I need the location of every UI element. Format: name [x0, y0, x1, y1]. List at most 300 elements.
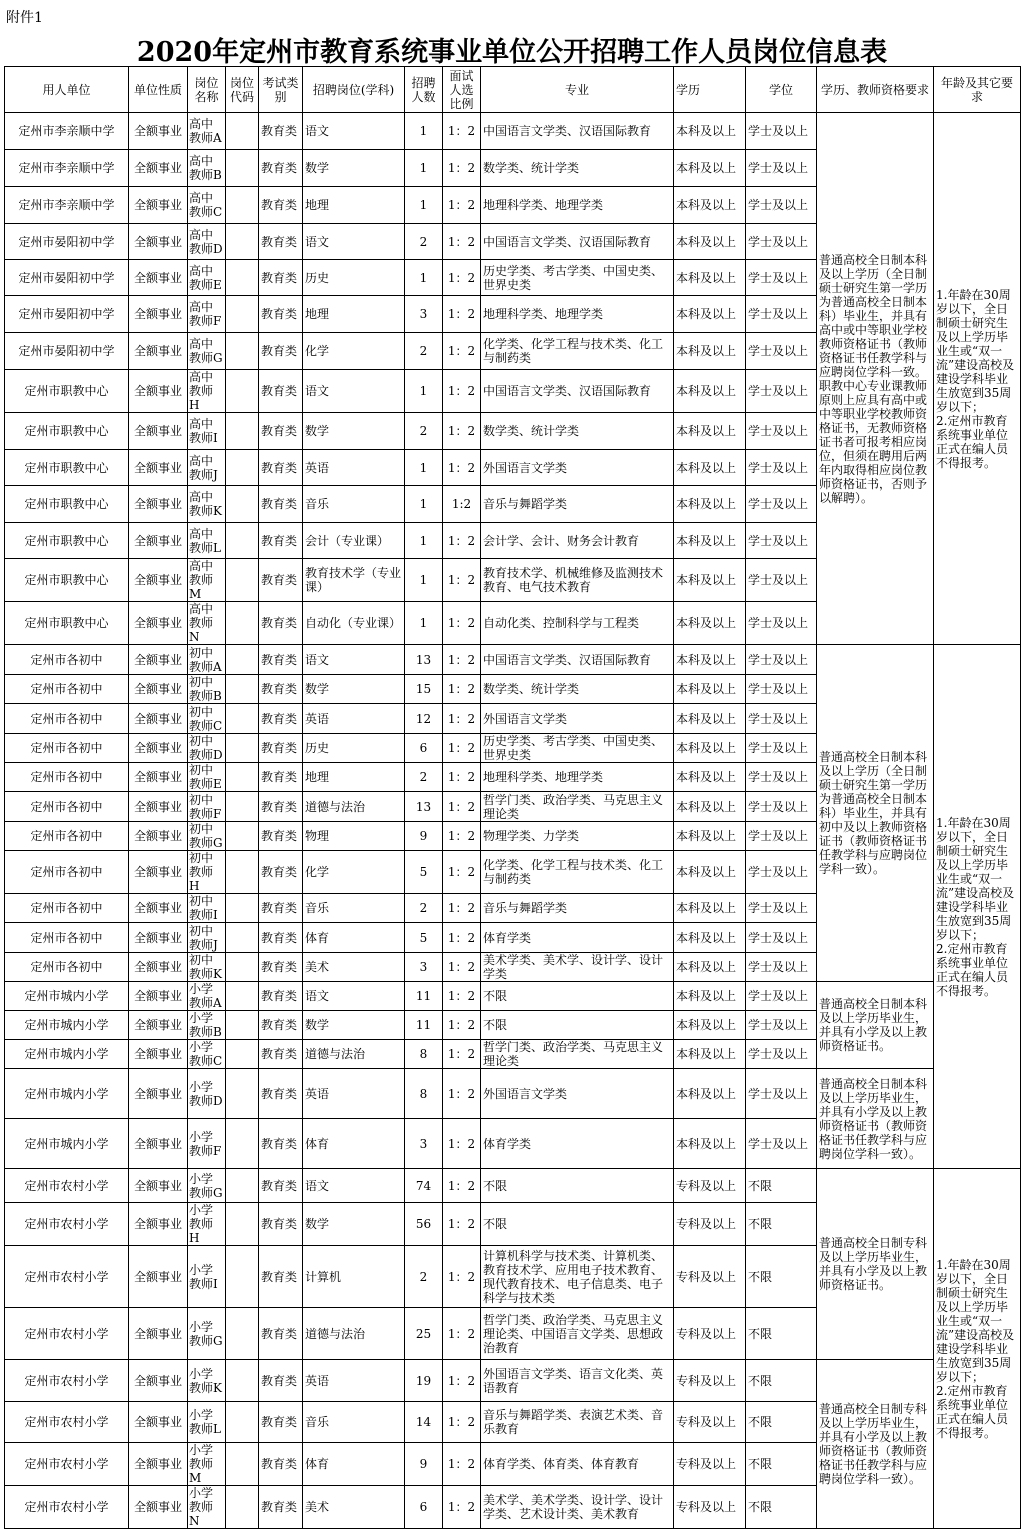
- major-cell: 地理科学类、地理学类: [481, 763, 674, 792]
- table-body: [5, 113, 1021, 1529]
- unit-cell: 定州市各初中: [5, 923, 129, 953]
- headcount-cell: 25: [405, 1308, 443, 1360]
- nature-cell: 全额事业: [129, 260, 188, 296]
- nature-cell: 全额事业: [129, 1360, 188, 1402]
- major-cell: 外国语言文学类: [481, 704, 674, 734]
- unit-cell: 定州市晏阳初中学: [5, 224, 129, 260]
- degree-cell: 不限: [746, 1443, 817, 1486]
- post-name-cell: 小学教师I: [188, 1246, 226, 1308]
- interview-ratio-cell: 1：2: [443, 1203, 481, 1246]
- interview-ratio-cell: 1：2: [443, 645, 481, 675]
- qualification-requirement-cell: 普通高校全日制专科及以上学历毕业生，并具有小学及以上教师资格证书（教师资格证书任教学科与应聘岗位学科一致）。: [817, 1360, 934, 1529]
- exam-category-cell: 教育类: [259, 675, 303, 704]
- post-name-cell: 高中教师C: [188, 187, 226, 224]
- subject-cell: 数学: [303, 1203, 405, 1246]
- subject-cell: 数学: [303, 413, 405, 450]
- major-cell: 音乐与舞蹈学类: [481, 486, 674, 523]
- unit-cell: 定州市晏阳初中学: [5, 260, 129, 296]
- headcount-cell: 15: [405, 675, 443, 704]
- major-cell: 数学类、统计学类: [481, 413, 674, 450]
- major-cell: 教育技术学、机械维修及监测技术教育、电气技术教育: [481, 559, 674, 602]
- nature-cell: 全额事业: [129, 953, 188, 982]
- interview-ratio-cell: 1：2: [443, 1308, 481, 1360]
- headcount-cell: 13: [405, 645, 443, 675]
- education-cell: 本科及以上: [674, 704, 746, 734]
- post-name-cell: 初中教师K: [188, 953, 226, 982]
- major-cell: 历史学类、考古学类、中国史类、世界史类: [481, 260, 674, 296]
- post-name-cell: 高中教师A: [188, 113, 226, 150]
- degree-cell: 不限: [746, 1402, 817, 1443]
- major-cell: 物理学类、力学类: [481, 822, 674, 851]
- unit-cell: 定州市各初中: [5, 734, 129, 763]
- headcount-cell: 1: [405, 150, 443, 187]
- education-cell: 本科及以上: [674, 333, 746, 370]
- header-cell: 学历、教师资格要求: [817, 67, 934, 113]
- nature-cell: 全额事业: [129, 822, 188, 851]
- post-code-cell: [226, 894, 259, 923]
- header-row: [5, 67, 1021, 113]
- subject-cell: 美术: [303, 953, 405, 982]
- table-row: [5, 1069, 1021, 1119]
- subject-cell: 历史: [303, 260, 405, 296]
- nature-cell: 全额事业: [129, 851, 188, 894]
- post-name-cell: 高中教师G: [188, 333, 226, 370]
- education-cell: 本科及以上: [674, 923, 746, 953]
- qualification-requirement-cell: 普通高校全日制本科及以上学历毕业生，并具有小学及以上教师资格证书（教师资格证书任教学科与应聘岗位学科一致）。: [817, 1069, 934, 1169]
- post-code-cell: [226, 150, 259, 187]
- degree-cell: 学士及以上: [746, 450, 817, 486]
- post-code-cell: [226, 1119, 259, 1169]
- interview-ratio-cell: 1：2: [443, 260, 481, 296]
- interview-ratio-cell: 1：2: [443, 1169, 481, 1203]
- table-row: [5, 1360, 1021, 1402]
- headcount-cell: 3: [405, 296, 443, 333]
- major-cell: 体育学类、体育类、体育教育: [481, 1443, 674, 1486]
- post-code-cell: [226, 675, 259, 704]
- interview-ratio-cell: 1：2: [443, 224, 481, 260]
- post-code-cell: [226, 602, 259, 645]
- exam-category-cell: 教育类: [259, 1486, 303, 1529]
- recruitment-table: [4, 66, 1021, 1529]
- subject-cell: 道德与法治: [303, 1308, 405, 1360]
- exam-category-cell: 教育类: [259, 822, 303, 851]
- major-cell: 体育学类: [481, 1119, 674, 1169]
- headcount-cell: 2: [405, 763, 443, 792]
- degree-cell: 不限: [746, 1203, 817, 1246]
- degree-cell: 不限: [746, 1360, 817, 1402]
- post-code-cell: [226, 792, 259, 822]
- interview-ratio-cell: 1：2: [443, 113, 481, 150]
- major-cell: 美术学类、美术学、设计学、设计学类: [481, 953, 674, 982]
- age-requirement-cell: 1.年龄在30周岁以下，全日制硕士研究生及以上学历毕业生或“双一流”建设高校及建设学科毕业生放宽到35周岁以下； 2.定州市教育系统事业单位正式在编人员不得报考。: [934, 1169, 1021, 1529]
- nature-cell: 全额事业: [129, 523, 188, 559]
- subject-cell: 物理: [303, 822, 405, 851]
- unit-cell: 定州市城内小学: [5, 1040, 129, 1069]
- major-cell: 外国语言文学类: [481, 1069, 674, 1119]
- nature-cell: 全额事业: [129, 734, 188, 763]
- degree-cell: 学士及以上: [746, 486, 817, 523]
- education-cell: 专科及以上: [674, 1246, 746, 1308]
- major-cell: 外国语言文学类: [481, 450, 674, 486]
- degree-cell: 学士及以上: [746, 1040, 817, 1069]
- interview-ratio-cell: 1：2: [443, 894, 481, 923]
- exam-category-cell: 教育类: [259, 953, 303, 982]
- major-cell: 不限: [481, 1011, 674, 1040]
- exam-category-cell: 教育类: [259, 224, 303, 260]
- unit-cell: 定州市李亲顺中学: [5, 113, 129, 150]
- degree-cell: 不限: [746, 1486, 817, 1529]
- post-name-cell: 小学教师H: [188, 1203, 226, 1246]
- unit-cell: 定州市职教中心: [5, 450, 129, 486]
- qualification-requirement-cell: 普通高校全日制本科及以上学历（全日制硕士研究生第一学历为普通高校全日制本科）毕业生，并具有高中或中等职业学校教师资格证书（教师资格证书任教学科与应聘岗位学科一致。职教中心专业课教师原则上应具有高中或中等职业学校教师资格证书，无教师资格证书者可报考相应岗位，但须在聘用后两年内取得相应岗位教师资格证书，否则予以解聘）。: [817, 113, 934, 645]
- subject-cell: 道德与法治: [303, 1040, 405, 1069]
- nature-cell: 全额事业: [129, 150, 188, 187]
- major-cell: 地理科学类、地理学类: [481, 187, 674, 224]
- interview-ratio-cell: 1：2: [443, 296, 481, 333]
- degree-cell: 学士及以上: [746, 763, 817, 792]
- interview-ratio-cell: 1：2: [443, 450, 481, 486]
- header-cell: 单位性质: [129, 67, 188, 113]
- headcount-cell: 14: [405, 1402, 443, 1443]
- education-cell: 本科及以上: [674, 450, 746, 486]
- degree-cell: 学士及以上: [746, 822, 817, 851]
- unit-cell: 定州市农村小学: [5, 1443, 129, 1486]
- interview-ratio-cell: 1：2: [443, 413, 481, 450]
- interview-ratio-cell: 1：2: [443, 1069, 481, 1119]
- interview-ratio-cell: 1：2: [443, 953, 481, 982]
- exam-category-cell: 教育类: [259, 1203, 303, 1246]
- header-cell: 面试人选比例: [443, 67, 481, 113]
- interview-ratio-cell: 1：2: [443, 559, 481, 602]
- post-name-cell: 初中教师H: [188, 851, 226, 894]
- post-name-cell: 高中教师B: [188, 150, 226, 187]
- post-name-cell: 高中教师K: [188, 486, 226, 523]
- nature-cell: 全额事业: [129, 370, 188, 413]
- exam-category-cell: 教育类: [259, 763, 303, 792]
- major-cell: 不限: [481, 982, 674, 1011]
- post-code-cell: [226, 1308, 259, 1360]
- post-name-cell: 高中教师N: [188, 602, 226, 645]
- unit-cell: 定州市农村小学: [5, 1169, 129, 1203]
- exam-category-cell: 教育类: [259, 187, 303, 224]
- exam-category-cell: 教育类: [259, 1069, 303, 1119]
- education-cell: 本科及以上: [674, 1069, 746, 1119]
- degree-cell: 学士及以上: [746, 953, 817, 982]
- education-cell: 本科及以上: [674, 260, 746, 296]
- post-name-cell: 初中教师I: [188, 894, 226, 923]
- post-code-cell: [226, 1360, 259, 1402]
- post-name-cell: 小学教师G: [188, 1169, 226, 1203]
- subject-cell: 音乐: [303, 894, 405, 923]
- unit-cell: 定州市职教中心: [5, 486, 129, 523]
- degree-cell: 学士及以上: [746, 113, 817, 150]
- subject-cell: 数学: [303, 1011, 405, 1040]
- unit-cell: 定州市职教中心: [5, 370, 129, 413]
- major-cell: 音乐与舞蹈学类: [481, 894, 674, 923]
- unit-cell: 定州市各初中: [5, 851, 129, 894]
- headcount-cell: 8: [405, 1069, 443, 1119]
- education-cell: 本科及以上: [674, 1040, 746, 1069]
- headcount-cell: 2: [405, 1246, 443, 1308]
- headcount-cell: 1: [405, 450, 443, 486]
- interview-ratio-cell: 1：2: [443, 1040, 481, 1069]
- headcount-cell: 1: [405, 523, 443, 559]
- subject-cell: 英语: [303, 1069, 405, 1119]
- education-cell: 本科及以上: [674, 675, 746, 704]
- unit-cell: 定州市李亲顺中学: [5, 150, 129, 187]
- post-name-cell: 高中教师L: [188, 523, 226, 559]
- major-cell: 中国语言文学类、汉语国际教育: [481, 113, 674, 150]
- degree-cell: 学士及以上: [746, 150, 817, 187]
- exam-category-cell: 教育类: [259, 296, 303, 333]
- degree-cell: 不限: [746, 1308, 817, 1360]
- post-code-cell: [226, 1203, 259, 1246]
- header-cell: 岗位代码: [226, 67, 259, 113]
- education-cell: 本科及以上: [674, 822, 746, 851]
- nature-cell: 全额事业: [129, 1486, 188, 1529]
- interview-ratio-cell: 1：2: [443, 851, 481, 894]
- degree-cell: 学士及以上: [746, 187, 817, 224]
- post-name-cell: 初中教师J: [188, 923, 226, 953]
- qualification-requirement-cell: 普通高校全日制本科及以上学历毕业生，并具有小学及以上教师资格证书。: [817, 982, 934, 1069]
- education-cell: 本科及以上: [674, 763, 746, 792]
- interview-ratio-cell: 1：2: [443, 602, 481, 645]
- exam-category-cell: 教育类: [259, 1119, 303, 1169]
- subject-cell: 地理: [303, 187, 405, 224]
- exam-category-cell: 教育类: [259, 333, 303, 370]
- major-cell: 会计学、会计、财务会计教育: [481, 523, 674, 559]
- nature-cell: 全额事业: [129, 1119, 188, 1169]
- header-cell: 考试类别: [259, 67, 303, 113]
- unit-cell: 定州市农村小学: [5, 1402, 129, 1443]
- header-cell: 学位: [746, 67, 817, 113]
- post-name-cell: 小学教师F: [188, 1119, 226, 1169]
- exam-category-cell: 教育类: [259, 704, 303, 734]
- post-code-cell: [226, 1169, 259, 1203]
- major-cell: 数学类、统计学类: [481, 150, 674, 187]
- post-code-cell: [226, 224, 259, 260]
- degree-cell: 学士及以上: [746, 851, 817, 894]
- interview-ratio-cell: 1：2: [443, 1402, 481, 1443]
- degree-cell: 学士及以上: [746, 894, 817, 923]
- header-cell: 招聘岗位(学科): [303, 67, 405, 113]
- subject-cell: 化学: [303, 851, 405, 894]
- major-cell: 化学类、化学工程与技术类、化工与制药类: [481, 851, 674, 894]
- header-cell: 岗位名称: [188, 67, 226, 113]
- post-code-cell: [226, 923, 259, 953]
- unit-cell: 定州市城内小学: [5, 1011, 129, 1040]
- post-name-cell: 初中教师B: [188, 675, 226, 704]
- subject-cell: 道德与法治: [303, 792, 405, 822]
- header-cell: 年龄及其它要求: [934, 67, 1021, 113]
- interview-ratio-cell: 1：2: [443, 792, 481, 822]
- post-name-cell: 初中教师C: [188, 704, 226, 734]
- unit-cell: 定州市各初中: [5, 792, 129, 822]
- page-title: 2020年定州市教育系统事业单位公开招聘工作人员岗位信息表: [136, 37, 888, 68]
- header-cell: 招聘人数: [405, 67, 443, 113]
- nature-cell: 全额事业: [129, 763, 188, 792]
- post-name-cell: 初中教师A: [188, 645, 226, 675]
- post-code-cell: [226, 645, 259, 675]
- subject-cell: 体育: [303, 1443, 405, 1486]
- headcount-cell: 1: [405, 187, 443, 224]
- post-code-cell: [226, 1069, 259, 1119]
- subject-cell: 语文: [303, 982, 405, 1011]
- major-cell: 美术学、美术学类、设计学、设计学类、艺术设计类、美术教育: [481, 1486, 674, 1529]
- interview-ratio-cell: 1：2: [443, 1119, 481, 1169]
- interview-ratio-cell: 1：2: [443, 150, 481, 187]
- subject-cell: 计算机: [303, 1246, 405, 1308]
- post-code-cell: [226, 450, 259, 486]
- nature-cell: 全额事业: [129, 1246, 188, 1308]
- unit-cell: 定州市李亲顺中学: [5, 187, 129, 224]
- unit-cell: 定州市城内小学: [5, 1119, 129, 1169]
- headcount-cell: 5: [405, 851, 443, 894]
- degree-cell: 学士及以上: [746, 559, 817, 602]
- subject-cell: 体育: [303, 1119, 405, 1169]
- subject-cell: 地理: [303, 763, 405, 792]
- post-code-cell: [226, 1246, 259, 1308]
- nature-cell: 全额事业: [129, 450, 188, 486]
- nature-cell: 全额事业: [129, 1203, 188, 1246]
- education-cell: 本科及以上: [674, 1119, 746, 1169]
- post-code-cell: [226, 953, 259, 982]
- subject-cell: 地理: [303, 296, 405, 333]
- headcount-cell: 1: [405, 370, 443, 413]
- interview-ratio-cell: 1：2: [443, 1011, 481, 1040]
- unit-cell: 定州市各初中: [5, 675, 129, 704]
- unit-cell: 定州市职教中心: [5, 602, 129, 645]
- exam-category-cell: 教育类: [259, 1308, 303, 1360]
- headcount-cell: 19: [405, 1360, 443, 1402]
- nature-cell: 全额事业: [129, 923, 188, 953]
- degree-cell: 学士及以上: [746, 704, 817, 734]
- age-requirement-cell: 1.年龄在30周岁以下，全日制硕士研究生及以上学历毕业生或“双一流”建设高校及建设学科毕业生放宽到35周岁以下； 2.定州市教育系统事业单位正式在编人员不得报考。: [934, 645, 1021, 1169]
- interview-ratio-cell: 1：2: [443, 1486, 481, 1529]
- qualification-requirement-cell: 普通高校全日制专科及以上学历毕业生，并具有小学及以上教师资格证书。: [817, 1169, 934, 1360]
- exam-category-cell: 教育类: [259, 734, 303, 763]
- post-name-cell: 高中教师E: [188, 260, 226, 296]
- degree-cell: 学士及以上: [746, 523, 817, 559]
- interview-ratio-cell: 1：2: [443, 333, 481, 370]
- post-name-cell: 高中教师F: [188, 296, 226, 333]
- subject-cell: 自动化（专业课）: [303, 602, 405, 645]
- headcount-cell: 3: [405, 953, 443, 982]
- education-cell: 本科及以上: [674, 645, 746, 675]
- interview-ratio-cell: 1：2: [443, 187, 481, 224]
- subject-cell: 英语: [303, 450, 405, 486]
- exam-category-cell: 教育类: [259, 413, 303, 450]
- headcount-cell: 1: [405, 260, 443, 296]
- unit-cell: 定州市农村小学: [5, 1203, 129, 1246]
- degree-cell: 学士及以上: [746, 260, 817, 296]
- major-cell: 化学类、化学工程与技术类、化工与制药类: [481, 333, 674, 370]
- post-code-cell: [226, 1486, 259, 1529]
- education-cell: 本科及以上: [674, 486, 746, 523]
- headcount-cell: 56: [405, 1203, 443, 1246]
- headcount-cell: 13: [405, 792, 443, 822]
- exam-category-cell: 教育类: [259, 982, 303, 1011]
- table-row: [5, 113, 1021, 150]
- exam-category-cell: 教育类: [259, 1246, 303, 1308]
- education-cell: 专科及以上: [674, 1402, 746, 1443]
- nature-cell: 全额事业: [129, 602, 188, 645]
- degree-cell: 学士及以上: [746, 1069, 817, 1119]
- interview-ratio-cell: 1：2: [443, 370, 481, 413]
- post-name-cell: 初中教师D: [188, 734, 226, 763]
- interview-ratio-cell: 1：2: [443, 675, 481, 704]
- major-cell: 中国语言文学类、汉语国际教育: [481, 370, 674, 413]
- education-cell: 本科及以上: [674, 224, 746, 260]
- post-code-cell: [226, 704, 259, 734]
- major-cell: 历史学类、考古学类、中国史类、世界史类: [481, 734, 674, 763]
- exam-category-cell: 教育类: [259, 1169, 303, 1203]
- headcount-cell: 1: [405, 559, 443, 602]
- headcount-cell: 6: [405, 734, 443, 763]
- header-cell: 专业: [481, 67, 674, 113]
- nature-cell: 全额事业: [129, 645, 188, 675]
- education-cell: 专科及以上: [674, 1360, 746, 1402]
- post-code-cell: [226, 523, 259, 559]
- major-cell: 地理科学类、地理学类: [481, 296, 674, 333]
- degree-cell: 不限: [746, 1169, 817, 1203]
- subject-cell: 数学: [303, 675, 405, 704]
- exam-category-cell: 教育类: [259, 450, 303, 486]
- exam-category-cell: 教育类: [259, 1360, 303, 1402]
- unit-cell: 定州市各初中: [5, 953, 129, 982]
- headcount-cell: 1: [405, 602, 443, 645]
- interview-ratio-cell: 1:2: [443, 486, 481, 523]
- qualification-requirement-cell: 普通高校全日制本科及以上学历（全日制硕士研究生第一学历为普通高校全日制本科）毕业生，并具有初中及以上教师资格证书（教师资格证书任教学科与应聘岗位学科一致）。: [817, 645, 934, 982]
- post-name-cell: 小学教师A: [188, 982, 226, 1011]
- unit-cell: 定州市农村小学: [5, 1486, 129, 1529]
- age-requirement-cell: 1.年龄在30周岁以下，全日制硕士研究生及以上学历毕业生或“双一流”建设高校及建设学科毕业生放宽到35周岁以下； 2.定州市教育系统事业单位正式在编人员不得报考。: [934, 113, 1021, 645]
- nature-cell: 全额事业: [129, 792, 188, 822]
- major-cell: 哲学门类、政治学类、马克思主义理论类、中国语言文学类、思想政治教育: [481, 1308, 674, 1360]
- education-cell: 本科及以上: [674, 523, 746, 559]
- exam-category-cell: 教育类: [259, 602, 303, 645]
- post-name-cell: 小学教师K: [188, 1360, 226, 1402]
- subject-cell: 语文: [303, 1169, 405, 1203]
- education-cell: 本科及以上: [674, 894, 746, 923]
- nature-cell: 全额事业: [129, 894, 188, 923]
- degree-cell: 学士及以上: [746, 982, 817, 1011]
- major-cell: 计算机科学与技术类、计算机类、教育技术学、应用电子技术教育、现代教育技术、电子信息类、电子科学与技术类: [481, 1246, 674, 1308]
- header-cell: 学历: [674, 67, 746, 113]
- nature-cell: 全额事业: [129, 1040, 188, 1069]
- major-cell: 中国语言文学类、汉语国际教育: [481, 224, 674, 260]
- subject-cell: 美术: [303, 1486, 405, 1529]
- unit-cell: 定州市各初中: [5, 645, 129, 675]
- education-cell: 专科及以上: [674, 1443, 746, 1486]
- headcount-cell: 6: [405, 1486, 443, 1529]
- post-code-cell: [226, 413, 259, 450]
- post-name-cell: 小学教师C: [188, 1040, 226, 1069]
- unit-cell: 定州市各初中: [5, 894, 129, 923]
- subject-cell: 语文: [303, 645, 405, 675]
- major-cell: 音乐与舞蹈学类、表演艺术类、音乐教育: [481, 1402, 674, 1443]
- post-code-cell: [226, 296, 259, 333]
- education-cell: 本科及以上: [674, 296, 746, 333]
- headcount-cell: 9: [405, 1443, 443, 1486]
- post-name-cell: 高中教师I: [188, 413, 226, 450]
- headcount-cell: 8: [405, 1040, 443, 1069]
- education-cell: 本科及以上: [674, 559, 746, 602]
- education-cell: 本科及以上: [674, 792, 746, 822]
- exam-category-cell: 教育类: [259, 792, 303, 822]
- exam-category-cell: 教育类: [259, 1402, 303, 1443]
- headcount-cell: 11: [405, 982, 443, 1011]
